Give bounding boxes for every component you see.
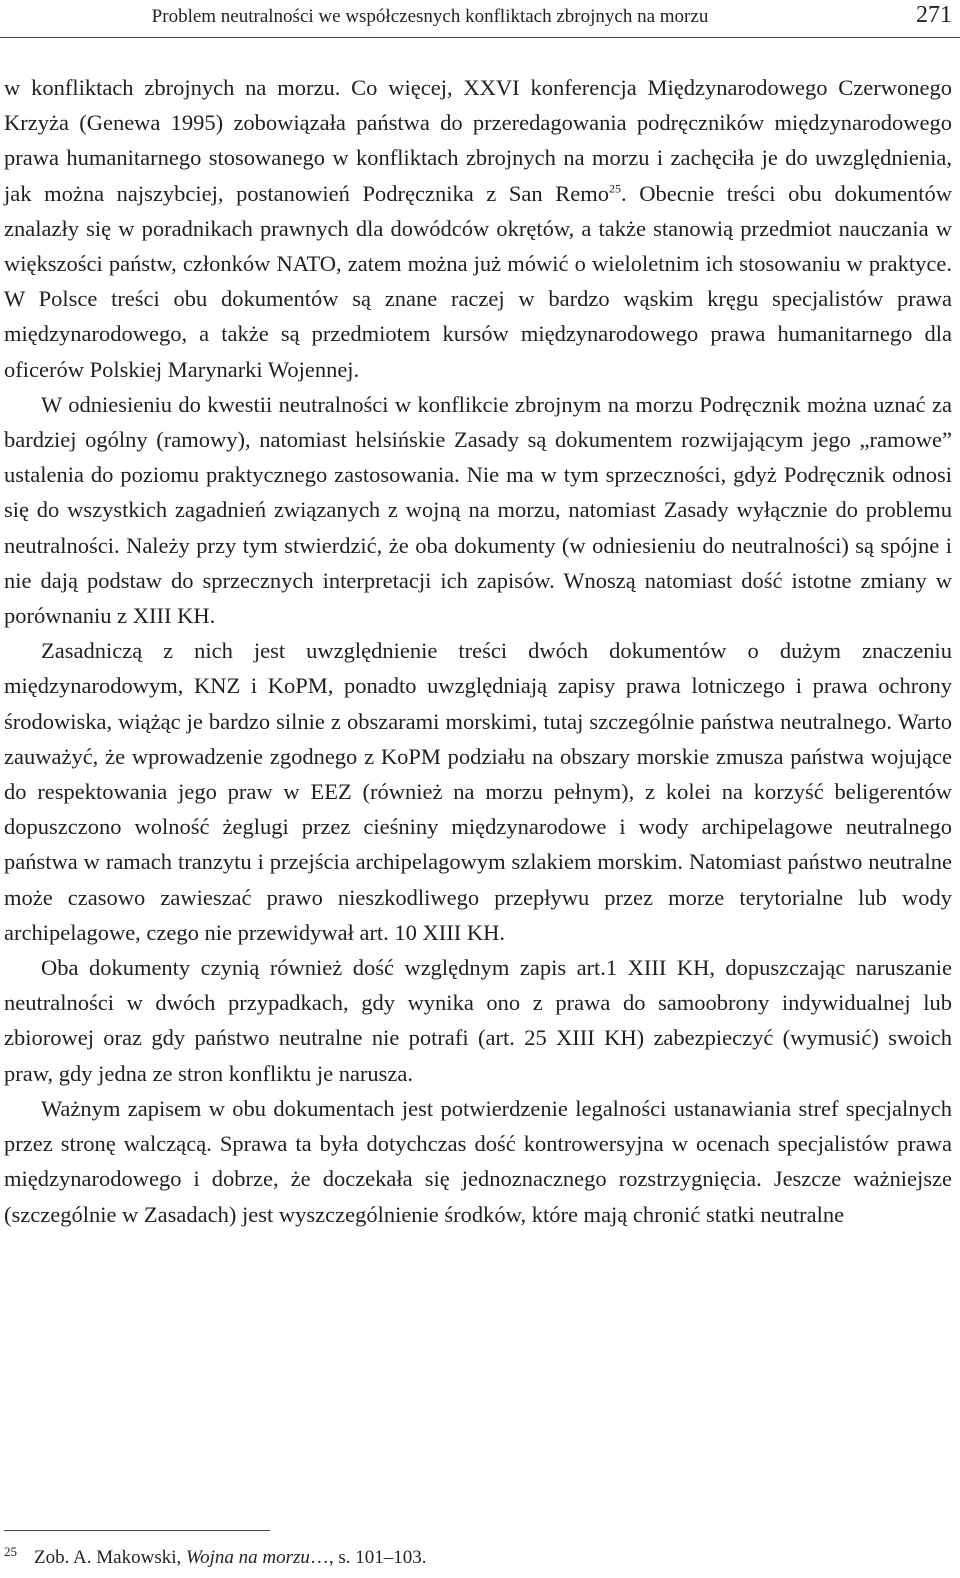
running-header-title: Problem neutralności we współczesnych konfliktach zbrojnych na morzu (151, 6, 709, 27)
footnote-reference[interactable]: 25 (609, 181, 621, 196)
running-header (0, 0, 960, 38)
footnote-text-suffix: …, s. 101–103. (309, 1547, 427, 1568)
paragraph-1-text-b: . Obecnie treści obu dokumentów znalazły się w poradnikach prawnych dla dowódców okrętów, a także stanowią przedmiot nauczania w większości państw, członków NATO, zatem można już mówić o wieloletnim ich stosowaniu w praktyce. W Polsce treści obu dokumentów są znane raczej w bardzo wąskim kręgu specjalistów prawa międzynarodowego, a także są przedmiotem kursów międzynarodowego prawa humanitarnego dla oficerów Polskiej Marynarki Wojennej. (4, 180, 952, 382)
paragraph-5: Ważnym zapisem w obu dokumentach jest potwierdzenie legalności ustanawiania stref specjalnych przez stronę walczącą. Sprawa ta była dotychczas dość kontrowersyjna w ocenach specjalistów prawa międzynarodowego i dobrze, że doczekała się jednoznacznego rozstrzygnięcia. Jeszcze ważniejsze (szczególnie w Zasadach) jest wyszczególnienie środków, które mają chronić statki neutralne (4, 1095, 952, 1227)
main-text (4, 70, 952, 1232)
footnote-number: 25 (4, 1544, 17, 1559)
footnote-title-italic: Wojna na morzu (186, 1547, 310, 1568)
footnote (4, 1540, 427, 1570)
footnote-divider (4, 1530, 270, 1531)
paragraph-2: W odniesieniu do kwestii neutralności w konflikcie zbrojnym na morzu Podręcznik można uznać za bardziej ogólny (ramowy), natomiast helsińskie Zasady są dokumentem rozwijającym jego „ramowe” ustalenia do poziomu praktycznego zastosowania. Nie ma w tym sprzeczności, gdyż Podręcznik odnosi się do wszystkich zagadnień związanych z wojną na morzu, natomiast Zasady wyłącznie do problemu neutralności. Należy przy tym stwierdzić, że oba dokumenty (w odniesieniu do neutralności) są spójne i nie dają podstaw do sprzecznych interpretacji ich zapisów. Wnoszą natomiast dość istotne zmiany w porównaniu z XIII KH. (4, 391, 952, 629)
footnote-text-prefix: Zob. A. Makowski, (34, 1547, 186, 1568)
paragraph-4: Oba dokumenty czynią również dość względnym zapis art.1 XIII KH, dopuszczając naruszanie neutralności w dwóch przypadkach, gdy wynika ono z prawa do samoobrony indywidualnej lub zbiorowej oraz gdy państwo neutralne nie potrafi (art. 25 XIII KH) zabezpieczyć (wymusić) swoich praw, gdy jedna ze stron konfliktu je narusza. (4, 955, 952, 1086)
paragraph-1 (4, 70, 952, 387)
paragraph-1-text-a: w konfliktach zbrojnych na morzu. Co więcej, XXVI konferencja Międzynarodowego Czerwonego Krzyża (Genewa 1995) zobowiązała państwa do przeredagowania podręczników międzynarodowego prawa humanitarnego stosowanego w konfliktach zbrojnych na morzu i zachęciła je do uwzględnienia, jak można najszybciej, postanowień Podręcznika z San Remo (4, 75, 952, 206)
paragraph-3: Zasadniczą z nich jest uwzględnienie treści dwóch dokumentów o dużym znaczeniu międzynarodowym, KNZ i KoPM, ponadto uwzględniają zapisy prawa lotniczego i prawa ochrony środowiska, wiążąc je bardzo silnie z obszarami morskimi, tutaj szczególnie państwa neutralnego. Warto zauważyć, że wprowadzenie zgodnego z KoPM podziału na obszary morskie zmusza państwa wojujące do respektowania jego praw w EEZ (również na morzu pełnym), z kolei na korzyść beligerentów dopuszczono wolność żeglugi przez cieśniny międzynarodowe i wody archipelagowe neutralnego państwa w ramach tranzytu i przejścia archipelagowym szlakiem morskim. Natomiast państwo neutralne może czasowo zawieszać prawo nieszkodliwego przepływu przez morze terytorialne lub wody archipelagowe, czego nie przewidywał art. 10 XIII KH. (4, 638, 952, 945)
page-number: 271 (916, 2, 952, 28)
